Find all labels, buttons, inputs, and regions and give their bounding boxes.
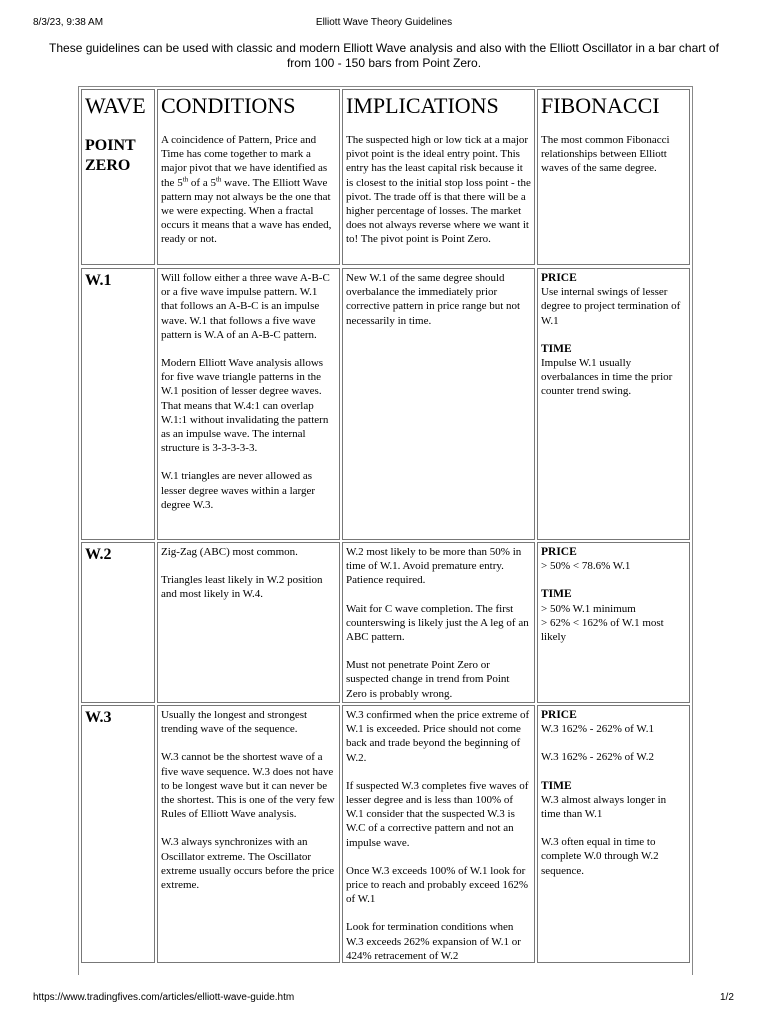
header-wave: WAVE bbox=[85, 93, 146, 118]
fibonacci-cell-point-zero bbox=[537, 89, 690, 265]
conditions-cell-point-zero bbox=[157, 89, 340, 265]
w2-condition: Triangles least likely in W.2 position and most likely in W.4. bbox=[161, 574, 323, 601]
wave-label-point-zero: POINT ZERO bbox=[85, 137, 136, 174]
w1-time: Impulse W.1 usually overbalances in time the prior counter trend swing. bbox=[541, 357, 673, 398]
w1-price: Use internal swings of lesser degree to project termination of W.1 bbox=[541, 286, 681, 327]
w3-condition: W.3 always synchronizes with an Oscillator extreme. The Oscillator extreme usually occurs before the price extreme. bbox=[161, 836, 335, 892]
w2-time-min: > 50% W.1 minimum bbox=[541, 602, 636, 615]
w2-implication: W.2 most likely to be more than 50% in time of W.1. Avoid premature entry. Patience required. bbox=[346, 546, 522, 587]
w3-implication: Once W.3 exceeds 100% of W.1 look for price to reach and probably exceed 162% of W.1 bbox=[346, 864, 529, 906]
wave-label-w2: W.2 bbox=[85, 546, 112, 563]
w3-time-label: TIME bbox=[541, 779, 572, 792]
w1-condition: Modern Elliott Wave analysis allows for five wave triangle patterns in the W.1 position of lesser degree waves. That means that W.4:1 can overlap W.1:1 without invalidating the pattern as an impulse wave. The internal structure is 3-3-3-3-3. bbox=[161, 357, 329, 455]
w3-implication: W.3 confirmed when the price extreme of W.1 is exceeded. Price should not come back and trade beyond the beginning of W.2. bbox=[346, 709, 530, 764]
point-zero-conditions: A coincidence of Pattern, Price and Time has come together to mark a major pivot that we have identified as the 5th of a 5th wave. The Elliott Wave pattern may not always be the one that we were expecting. When a fractal occurs it means that a wave has ended, ready or not. bbox=[161, 134, 332, 246]
w3-implication: If suspected W.3 completes five waves of lesser degree and is less than 100% of W.1 consider that the suspected W.3 is W.C of a corrective pattern and not an impulse wave. bbox=[346, 779, 529, 849]
w3-condition: W.3 cannot be the shortest wave of a five wave sequence. W.3 does not have to be longest wave but it can never be the shortest. This is one of the very few Rules of Elliott Wave analysis. bbox=[161, 751, 335, 821]
w2-price: > 50% < 78.6% W.1 bbox=[541, 560, 631, 573]
guidelines-table bbox=[78, 86, 693, 975]
w3-price: W.3 162% - 262% of W.2 bbox=[541, 751, 654, 764]
fibonacci-cell-w1 bbox=[537, 268, 690, 540]
implications-cell-point-zero bbox=[342, 89, 535, 265]
conditions-cell-w3 bbox=[157, 705, 340, 963]
wave-label-w3: W.3 bbox=[85, 709, 112, 726]
w2-implication: Wait for C wave completion. The first counterswing is likely just the A leg of an ABC pattern. bbox=[346, 602, 529, 644]
wave-cell-w1 bbox=[81, 268, 155, 540]
w3-condition: Usually the longest and strongest trending wave of the sequence. bbox=[161, 709, 308, 736]
w3-price-label: PRICE bbox=[541, 709, 577, 721]
implications-cell-w2 bbox=[342, 542, 535, 703]
fibonacci-cell-w3 bbox=[537, 705, 690, 963]
w1-time-label: TIME bbox=[541, 342, 572, 355]
w1-condition: W.1 triangles are never allowed as lesser degree waves within a larger degree W.3. bbox=[161, 470, 316, 511]
conditions-cell-w1 bbox=[157, 268, 340, 540]
source-url: https://www.tradingfives.com/articles/elliott-wave-guide.htm bbox=[33, 992, 295, 1003]
header-fibonacci: FIBONACCI bbox=[541, 93, 660, 118]
page-number: 1/2 bbox=[720, 992, 734, 1003]
implications-cell-w1 bbox=[342, 268, 535, 540]
w2-price-label: PRICE bbox=[541, 546, 577, 558]
w2-implication: Must not penetrate Point Zero or suspected change in trend from Point Zero is probably wrong. bbox=[346, 659, 510, 700]
w2-condition: Zig-Zag (ABC) most common. bbox=[161, 546, 298, 558]
print-datetime: 8/3/23, 9:38 AM bbox=[33, 17, 104, 28]
w1-condition: Will follow either a three wave A-B-C or a five wave impulse pattern. W.1 that follows an A-B-C is an impulse wave. W.1 that follows a five wave pattern is W.A of an A-B-C pattern. bbox=[161, 272, 330, 341]
w2-time-label: TIME bbox=[541, 588, 572, 601]
wave-cell-w2 bbox=[81, 542, 155, 703]
w3-implication: Look for termination conditions when W.3 exceeds 262% expansion of W.1 or 424% retracement of W.2 bbox=[346, 921, 521, 962]
header-conditions: CONDITIONS bbox=[161, 93, 296, 118]
point-zero-implications: The suspected high or low tick at a major pivot point is the ideal entry point. This entry has the least capital risk because it is closest to the initial stop loss point - the pivot. The trade off is that there will be a higher percentage of losses. The market does not always reverse where we want it to! The pivot point is Point Zero. bbox=[346, 134, 531, 246]
implications-cell-w3 bbox=[342, 705, 535, 963]
wave-label-w1: W.1 bbox=[85, 272, 112, 289]
wave-column-cell-point-zero bbox=[81, 89, 155, 265]
w1-implication: New W.1 of the same degree should overbalance the immediately prior corrective pattern in price range but not necessarily in time. bbox=[346, 272, 521, 327]
point-zero-fibonacci: The most common Fibonacci relationships between Elliott waves of the same degree. bbox=[541, 134, 670, 175]
conditions-cell-w2 bbox=[157, 542, 340, 703]
header-implications: IMPLICATIONS bbox=[346, 93, 499, 118]
w3-time: W.3 almost always longer in time than W.1 bbox=[541, 793, 667, 821]
fibonacci-cell-w2 bbox=[537, 542, 690, 703]
document-title: Elliott Wave Theory Guidelines bbox=[315, 17, 453, 28]
intro-paragraph: These guidelines can be used with classic and modern Elliott Wave analysis and also with the Elliott Oscillator in a bar chart of from 100 - 150 bars from Point Zero. bbox=[49, 41, 719, 70]
w3-time: W.3 often equal in time to complete W.0 through W.2 sequence. bbox=[541, 836, 659, 877]
wave-cell-w3 bbox=[81, 705, 155, 963]
w1-price-label: PRICE bbox=[541, 272, 577, 284]
w2-time-likely: > 62% < 162% of W.1 most likely bbox=[541, 616, 664, 644]
w3-price: W.3 162% - 262% of W.1 bbox=[541, 723, 654, 736]
